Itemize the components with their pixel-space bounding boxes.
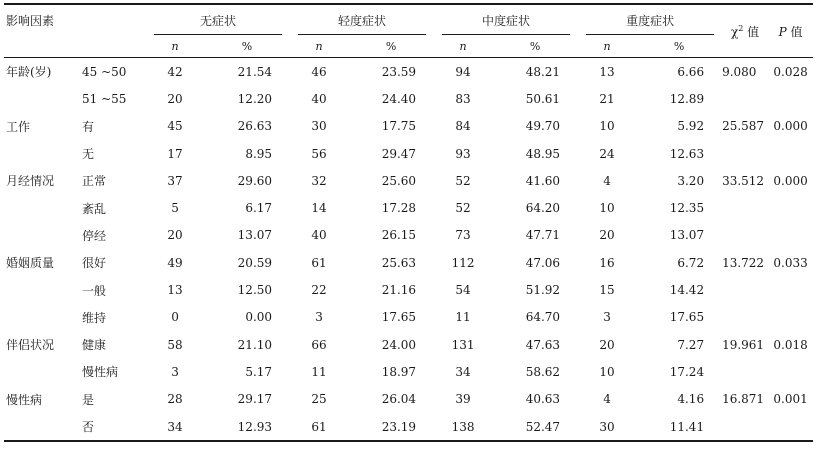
- mild-n-cell: 40: [311, 228, 327, 243]
- moderate-n-cell: 11: [455, 310, 471, 325]
- group-header-moderate-label: 中度症状: [482, 13, 531, 28]
- severe-pct-cell: 11.41: [636, 413, 722, 441]
- group-header-none-rule: [154, 34, 282, 35]
- p-value-cell: [768, 413, 813, 441]
- severe-pct-cell: 17.24: [669, 364, 705, 379]
- chi-square-cell: [722, 140, 768, 167]
- table-row: [4, 249, 813, 276]
- chi-symbol: χ: [730, 24, 739, 39]
- level-cell: 紊乱: [82, 201, 107, 216]
- level-cell: 一般: [82, 283, 107, 298]
- severe-n-cell: 13: [599, 64, 615, 79]
- factor-subheader-blank: [4, 35, 76, 58]
- mild-pct-cell: 29.47: [381, 146, 417, 161]
- moderate-pct-header: %: [492, 35, 578, 58]
- none-n-cell: 49: [167, 255, 183, 270]
- factor-cell: [4, 304, 76, 331]
- level-cell: 是: [82, 392, 95, 407]
- severe-n-cell: 10: [599, 364, 615, 379]
- table-row: [4, 358, 813, 385]
- mild-pct-cell: 17.75: [381, 119, 417, 134]
- moderate-pct-cell: 49.70: [525, 119, 561, 134]
- severe-n-cell: 20: [599, 228, 615, 243]
- mild-pct-cell: 26.04: [381, 392, 417, 407]
- group-header-severe: [578, 4, 722, 35]
- mild-pct-cell: 17.28: [381, 201, 417, 216]
- chi-square-column-header: [722, 4, 768, 58]
- severe-pct-cell: 6.66: [677, 64, 705, 79]
- moderate-n-cell: 52: [455, 201, 471, 216]
- mild-n-cell: 61: [311, 255, 327, 270]
- factor-cell: 年龄(岁): [6, 65, 52, 80]
- moderate-pct-cell: 47.71: [525, 228, 561, 243]
- chi-square-cell: [722, 304, 768, 331]
- none-n-cell: 3: [171, 364, 179, 379]
- severe-n-cell: 30: [578, 413, 636, 441]
- table-row: [4, 331, 813, 358]
- severe-pct-cell: 3.20: [677, 173, 705, 188]
- factor-cell: [4, 358, 76, 385]
- p-value-cell: [768, 222, 813, 249]
- severe-n-cell: 20: [599, 337, 615, 352]
- none-pct-cell: 20.59: [237, 255, 273, 270]
- p-value-cell: 0.028: [773, 64, 808, 79]
- level-cell: 否: [76, 413, 146, 441]
- mild-n-cell: 56: [311, 146, 327, 161]
- level-cell: 无: [82, 147, 95, 162]
- severe-n-cell: 16: [599, 255, 615, 270]
- factor-cell: 月经情况: [6, 174, 55, 189]
- mild-n-cell: 61: [290, 413, 348, 441]
- mild-n-header: n: [290, 35, 348, 58]
- none-n-cell: 13: [167, 283, 183, 298]
- severe-pct-cell: 12.35: [669, 201, 705, 216]
- mild-n-cell: 66: [311, 337, 327, 352]
- severe-n-cell: 10: [599, 201, 615, 216]
- moderate-n-cell: 112: [451, 255, 475, 270]
- table-row: [4, 386, 813, 413]
- factor-cell: [4, 276, 76, 303]
- severe-pct-cell: 12.89: [669, 91, 705, 106]
- moderate-pct-cell: 50.61: [525, 91, 561, 106]
- mild-n-cell: 14: [311, 201, 327, 216]
- moderate-n-cell: 94: [455, 64, 471, 79]
- level-cell: 停经: [82, 228, 107, 243]
- none-pct-cell: 21.10: [237, 337, 273, 352]
- none-n-cell: 0: [171, 310, 179, 325]
- p-value-cell: 0.000: [773, 119, 808, 134]
- level-cell: 慢性病: [82, 365, 119, 380]
- header-row-groups: [4, 4, 813, 35]
- level-cell: 51 ~55: [82, 91, 127, 106]
- chi-square-cell: 25.587: [722, 119, 765, 134]
- p-value-cell: 0.000: [773, 173, 808, 188]
- mild-n-cell: 32: [311, 173, 327, 188]
- severe-n-cell: 4: [603, 392, 611, 407]
- p-suffix: 值: [786, 24, 803, 39]
- p-value-cell: [768, 194, 813, 221]
- p-value-cell: 0.018: [773, 337, 808, 352]
- chi-square-cell: [722, 194, 768, 221]
- factor-cell: 慢性病: [6, 392, 43, 407]
- none-pct-cell: 5.17: [245, 364, 273, 379]
- none-pct-cell: 29.17: [237, 392, 273, 407]
- mild-n-cell: 25: [311, 392, 327, 407]
- moderate-pct-cell: 51.92: [525, 283, 561, 298]
- chi-square-cell: 16.871: [722, 392, 765, 407]
- moderate-n-cell: 73: [455, 228, 471, 243]
- none-n-header: n: [146, 35, 204, 58]
- none-n-cell: 58: [167, 337, 183, 352]
- chi-superscript: 2: [738, 23, 744, 33]
- group-header-mild: [290, 4, 434, 35]
- none-n-cell: 17: [167, 146, 183, 161]
- none-n-cell: 37: [167, 173, 183, 188]
- group-header-moderate-rule: [442, 34, 570, 35]
- severe-pct-cell: 6.72: [677, 255, 705, 270]
- moderate-n-cell: 83: [455, 91, 471, 106]
- factor-cell: 婚姻质量: [6, 256, 55, 271]
- p-value-cell: [768, 85, 813, 112]
- mild-n-cell: 11: [311, 364, 327, 379]
- mild-pct-cell: 21.16: [381, 283, 417, 298]
- moderate-pct-cell: 48.95: [525, 146, 561, 161]
- table-row: [4, 222, 813, 249]
- p-value-cell: [768, 358, 813, 385]
- chi-suffix: 值: [743, 24, 760, 39]
- none-pct-cell: 6.17: [245, 201, 273, 216]
- p-value-column-header: [768, 4, 813, 58]
- none-pct-cell: 0.00: [245, 310, 273, 325]
- mild-n-cell: 3: [315, 310, 323, 325]
- none-pct-cell: 12.93: [204, 413, 290, 441]
- none-n-cell: 28: [167, 392, 183, 407]
- table-row: [4, 140, 813, 167]
- mild-pct-header: %: [348, 35, 434, 58]
- factor-cell: 工作: [6, 119, 31, 134]
- factor-cell: [4, 413, 76, 441]
- severe-pct-cell: 12.63: [669, 146, 705, 161]
- moderate-n-cell: 52: [455, 173, 471, 188]
- table-header: [4, 4, 813, 58]
- none-pct-cell: 12.20: [237, 91, 273, 106]
- severe-n-cell: 15: [599, 283, 615, 298]
- mild-n-cell: 46: [311, 64, 327, 79]
- factor-cell: [4, 222, 76, 249]
- level-cell: 很好: [82, 256, 107, 271]
- moderate-pct-cell: 52.47: [492, 413, 578, 441]
- p-value-cell: [768, 140, 813, 167]
- level-cell: 维持: [82, 310, 107, 325]
- chi-square-cell: 9.080: [722, 64, 757, 79]
- moderate-n-cell: 84: [455, 119, 471, 134]
- mild-pct-cell: 23.19: [348, 413, 434, 441]
- group-header-none: [146, 4, 290, 35]
- mild-pct-cell: 18.97: [381, 364, 417, 379]
- none-n-cell: 20: [167, 91, 183, 106]
- symptom-factor-table: [4, 3, 813, 442]
- table-row: [4, 113, 813, 140]
- mild-pct-cell: 17.65: [381, 310, 417, 325]
- severe-n-cell: 4: [603, 173, 611, 188]
- severe-n-cell: 10: [599, 119, 615, 134]
- none-pct-cell: 29.60: [237, 173, 273, 188]
- moderate-pct-cell: 41.60: [525, 173, 561, 188]
- moderate-pct-cell: 64.70: [525, 310, 561, 325]
- mild-pct-cell: 23.59: [381, 64, 417, 79]
- p-value-cell: 0.033: [773, 255, 808, 270]
- none-pct-cell: 8.95: [245, 146, 273, 161]
- p-symbol: P: [778, 24, 787, 39]
- severe-pct-cell: 17.65: [669, 310, 705, 325]
- moderate-n-cell: 39: [455, 392, 471, 407]
- mild-pct-cell: 26.15: [381, 228, 417, 243]
- group-header-severe-label: 重度症状: [626, 13, 675, 28]
- chi-square-cell: [722, 358, 768, 385]
- table-row: [4, 194, 813, 221]
- mild-pct-cell: 25.60: [381, 173, 417, 188]
- severe-pct-cell: 5.92: [677, 119, 705, 134]
- moderate-pct-cell: 58.62: [525, 364, 561, 379]
- severe-n-cell: 3: [603, 310, 611, 325]
- severe-n-cell: 21: [599, 91, 615, 106]
- table-body: [4, 58, 813, 442]
- level-subheader-blank: [76, 35, 146, 58]
- chi-square-cell: [722, 85, 768, 112]
- chi-square-cell: [722, 413, 768, 441]
- none-n-cell: 34: [146, 413, 204, 441]
- severe-pct-cell: 7.27: [677, 337, 705, 352]
- group-header-severe-rule: [586, 34, 714, 35]
- table-row: [4, 167, 813, 194]
- moderate-pct-cell: 48.21: [525, 64, 561, 79]
- moderate-n-cell: 131: [451, 337, 475, 352]
- table-row: [4, 276, 813, 303]
- none-n-cell: 42: [167, 64, 183, 79]
- chi-square-cell: 13.722: [722, 255, 765, 270]
- mild-n-cell: 40: [311, 91, 327, 106]
- factor-cell: [4, 140, 76, 167]
- mild-n-cell: 22: [311, 283, 327, 298]
- severe-pct-cell: 13.07: [669, 228, 705, 243]
- mild-n-cell: 30: [311, 119, 327, 134]
- factor-cell: [4, 194, 76, 221]
- none-pct-cell: 26.63: [237, 119, 273, 134]
- p-value-cell: [768, 304, 813, 331]
- none-n-cell: 5: [171, 201, 179, 216]
- severe-pct-cell: 4.16: [677, 392, 705, 407]
- level-cell: 健康: [82, 338, 107, 353]
- none-n-cell: 20: [167, 228, 183, 243]
- none-pct-header: %: [204, 35, 290, 58]
- severe-pct-header: %: [636, 35, 722, 58]
- severe-pct-cell: 14.42: [669, 283, 705, 298]
- none-pct-cell: 12.50: [237, 283, 273, 298]
- group-header-mild-label: 轻度症状: [338, 13, 387, 28]
- chi-square-cell: [722, 276, 768, 303]
- group-header-mild-rule: [298, 34, 426, 35]
- moderate-n-cell: 93: [455, 146, 471, 161]
- moderate-pct-cell: 64.20: [525, 201, 561, 216]
- p-value-cell: 0.001: [773, 392, 808, 407]
- table-row: [4, 58, 813, 86]
- level-cell: 正常: [82, 174, 107, 189]
- severe-n-header: n: [578, 35, 636, 58]
- moderate-pct-cell: 47.63: [525, 337, 561, 352]
- data-table-container: [4, 3, 813, 442]
- moderate-n-cell: 54: [455, 283, 471, 298]
- chi-square-cell: 19.961: [722, 337, 765, 352]
- severe-n-cell: 24: [599, 146, 615, 161]
- table-row: [4, 85, 813, 112]
- p-value-cell: [768, 276, 813, 303]
- none-pct-cell: 13.07: [237, 228, 273, 243]
- moderate-n-cell: 34: [455, 364, 471, 379]
- factor-cell: 伴侣状况: [6, 338, 55, 353]
- moderate-n-cell: 138: [434, 413, 492, 441]
- none-pct-cell: 21.54: [237, 64, 273, 79]
- mild-pct-cell: 24.40: [381, 91, 417, 106]
- table-row: [4, 304, 813, 331]
- none-n-cell: 45: [167, 119, 183, 134]
- level-cell: 45 ~50: [82, 64, 127, 79]
- table-row: [4, 413, 813, 441]
- level-cell: 有: [82, 119, 95, 134]
- mild-pct-cell: 25.63: [381, 255, 417, 270]
- chi-square-cell: 33.512: [722, 173, 765, 188]
- moderate-pct-cell: 40.63: [525, 392, 561, 407]
- moderate-n-header: n: [434, 35, 492, 58]
- moderate-pct-cell: 47.06: [525, 255, 561, 270]
- factor-column-header: 影响因素: [4, 4, 146, 35]
- factor-cell: [4, 85, 76, 112]
- group-header-moderate: [434, 4, 578, 35]
- header-row-subcolumns: [4, 35, 813, 58]
- mild-pct-cell: 24.00: [381, 337, 417, 352]
- group-header-none-label: 无症状: [200, 13, 237, 28]
- chi-square-cell: [722, 222, 768, 249]
